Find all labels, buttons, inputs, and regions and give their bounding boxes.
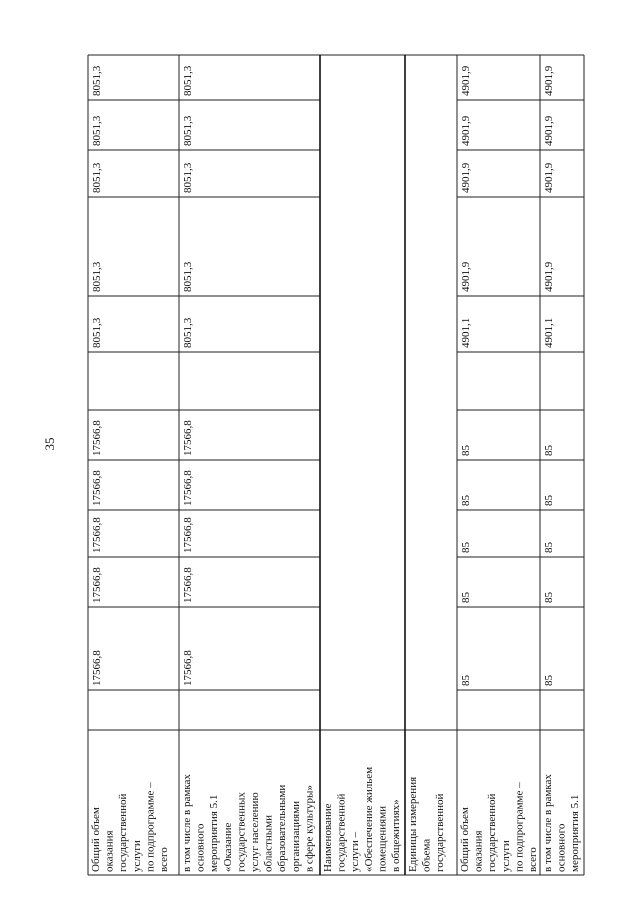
table-cell-text: 8051,3 (91, 317, 103, 348)
table-cell-text: оказания (103, 830, 116, 872)
table-cell-text: 17566,8 (182, 567, 194, 603)
table-cell-text: 17566,8 (182, 420, 194, 456)
page-number: 35 (42, 437, 57, 451)
table-cell-text: 17566,8 (91, 650, 103, 686)
table-cell-text: государственной (486, 793, 499, 872)
table-cell-text: 4901,9 (460, 261, 472, 292)
table-cell-text: 85 (543, 445, 555, 456)
table-cell-text: 17566,8 (91, 470, 103, 506)
table-cell-text: 8051,3 (91, 162, 103, 193)
table-cell-text: 85 (543, 542, 555, 553)
table-cell-text: по подпрограмме – (144, 782, 157, 872)
table-cell-text: 85 (460, 445, 472, 456)
table-cell-text: в сфере культуры» (303, 785, 316, 872)
table-cell-text: 85 (543, 495, 555, 506)
table-cell-text: 4901,1 (460, 317, 472, 348)
table-cell-text: 8051,3 (182, 115, 194, 146)
table-cell-text: государственной (117, 793, 130, 872)
table-cell-text: 85 (460, 592, 472, 603)
table-cell-text: по подпрограмме – (513, 782, 526, 872)
table-cell-text: Общий объем (90, 807, 102, 872)
table-cell-text: 8051,3 (182, 65, 194, 96)
table-cell-text: в общежитиях» (390, 799, 402, 872)
table-cell-text: объема (420, 838, 433, 872)
table-cell-text: государственной (434, 793, 447, 872)
table-cell-text: услуги (499, 840, 512, 872)
table-cell-text: областными (262, 814, 275, 872)
table-cell-text: 4901,9 (543, 162, 555, 193)
table-cell-text: государственной (335, 793, 348, 872)
table-cell-text: 4901,9 (460, 65, 472, 96)
table-cell-text: 4901,1 (543, 317, 555, 348)
table-cell-text: 85 (543, 675, 555, 686)
table-cell-text: помещениями (376, 805, 389, 872)
table-cell-text: 17566,8 (91, 567, 103, 603)
table-cell-text: 4901,9 (543, 115, 555, 146)
table-cell-text: Наименование (322, 803, 334, 872)
table-cell-text: Общий объем (459, 807, 471, 872)
table-cell-text: всего (527, 847, 539, 872)
table-cell-text: 4901,9 (543, 261, 555, 292)
table-cell-text: «Оказание (221, 822, 234, 872)
table-cell-text: 4901,9 (460, 162, 472, 193)
table-cell-text: 85 (460, 495, 472, 506)
table-cell-text: мероприятия 5.1 (569, 794, 582, 872)
table-cell-text: 85 (543, 592, 555, 603)
table-cell-text: всего (158, 847, 170, 872)
table-cell-text: услуги – (349, 831, 362, 872)
table-cell-text: образовательными (276, 784, 289, 872)
table-cell-text: основного (555, 823, 568, 872)
table-cell-text: услуги (130, 840, 143, 872)
table-cell-text: 17566,8 (182, 650, 194, 686)
table-cell-text: 4901,9 (543, 65, 555, 96)
table-cell-text: Единицы измерения (407, 776, 419, 872)
table-cell-text: мероприятия 5.1 (208, 794, 221, 872)
table-cell-text: 85 (460, 675, 472, 686)
table-cell-text: 17566,8 (182, 517, 194, 553)
table-cell-text: основного (194, 823, 207, 872)
table-cell-text: 17566,8 (91, 420, 103, 456)
table-cell-text: в том числе в рамках (181, 774, 193, 872)
table-cell-text: 8051,3 (182, 261, 194, 292)
table-cell-text: организациями (289, 800, 302, 872)
table-cell-text: 8051,3 (91, 115, 103, 146)
table-cell-text: 8051,3 (182, 162, 194, 193)
table-cell-text: в том числе в рамках (542, 774, 554, 872)
table-cell-text: 8051,3 (91, 261, 103, 292)
table-cell-text: «Обеспечение жильем (362, 766, 375, 872)
table-cell-text: 17566,8 (182, 470, 194, 506)
table-cell-text: 85 (460, 542, 472, 553)
table-cell-text: оказания (472, 830, 485, 872)
table-cell-text: 8051,3 (91, 65, 103, 96)
table-cell-text: государственных (235, 792, 248, 872)
table-cell-text: 8051,3 (182, 317, 194, 348)
table-cell-text: 4901,9 (460, 115, 472, 146)
table-cell-text: 17566,8 (91, 517, 103, 553)
table-cell-text: услуг населению (249, 792, 261, 872)
